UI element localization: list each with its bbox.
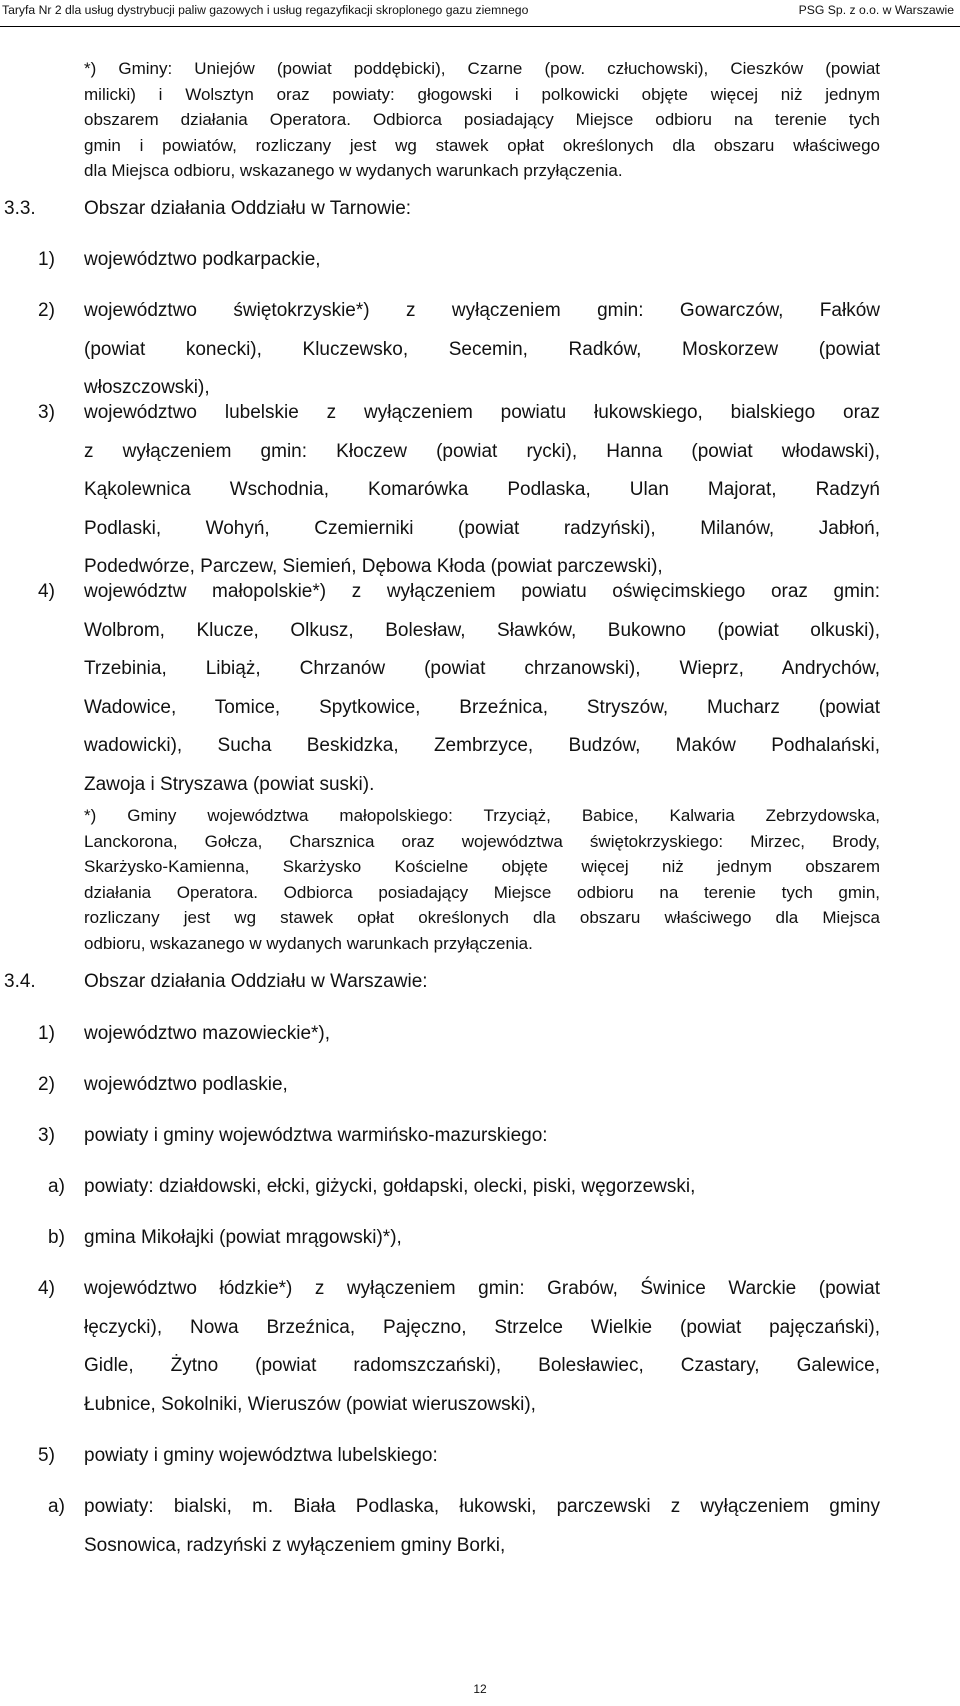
list-item [84,1117,880,1156]
list-marker: a) [48,1176,65,1197]
note-line: działania Operatora. Odbiorca posiadający Miejsce odbioru na terenie tych gmin, [84,882,880,902]
item-line: Trzebinia, Libiąż, Chrzanów (powiat chrzanowski), Wieprz, Andrychów, [84,658,880,679]
item-line: Podedwórze, Parczew, Siemień, Dębowa Kłoda (powiat parczewski), [84,556,663,577]
item-line: województwo podkarpackie, [84,249,321,270]
list-item [84,292,880,408]
list-marker: 3) [38,402,55,423]
list-item [84,573,880,804]
note-line: Lanckorona, Gołcza, Charsznica oraz województwa świętokrzyskiego: Mirzec, Brody, [84,831,880,851]
list-marker: 2) [38,300,55,321]
list-item [84,1219,880,1258]
page-number: 12 [473,1682,487,1696]
list-item [84,1015,880,1054]
top-footnote [84,56,880,184]
note-line: milicki) i Wolsztyn oraz powiaty: głogowski i polkowicki objęte więcej niż jednym [84,84,880,104]
section-title: Obszar działania Oddziału w Warszawie: [84,971,428,992]
item-line: województwo łódzkie*) z wyłączeniem gmin: Grabów, Świnice Warckie (powiat [84,1278,880,1299]
item-line: województw małopolskie*) z wyłączeniem powiatu oświęcimskiego oraz gmin: [84,581,880,602]
list-item [84,1168,880,1207]
list-marker: a) [48,1496,65,1517]
list-marker: 4) [38,581,55,602]
running-header [0,0,960,27]
list-marker: 4) [38,1278,55,1299]
note-line: gmin i powiatów, rozliczany jest wg stawek opłat określonych dla obszaru właściwego [84,135,880,155]
list-marker: 5) [38,1445,55,1466]
item-line: powiaty i gminy województwa warmińsko-mazurskiego: [84,1125,548,1146]
item-line: powiaty i gminy województwa lubelskiego: [84,1445,438,1466]
item-line: Łubnice, Sokolniki, Wieruszów (powiat wieruszowski), [84,1393,536,1415]
item-line: Wolbrom, Klucze, Olkusz, Bolesław, Sławków, Bukowno (powiat olkuski), [84,619,880,641]
list-item [84,1488,880,1565]
item-line: Gidle, Żytno (powiat radomszczański), Bolesławiec, Czastary, Galewice, [84,1355,880,1376]
list-item [84,1437,880,1476]
item-line: włoszczowski), [84,377,210,398]
list-item [84,1066,880,1105]
item-line: (powiat konecki), Kluczewsko, Secemin, Radków, Moskorzew (powiat [84,338,880,360]
section-number: 3.4. [4,971,36,992]
item-line: Wadowice, Tomice, Spytkowice, Brzeźnica, Stryszów, Mucharz (powiat [84,696,880,718]
item-line: Sosnowica, radzyński z wyłączeniem gminy Borki, [84,1534,506,1556]
note-line: dla Miejsca odbioru, wskazanego w wydanych warunkach przyłączenia. [84,161,623,180]
list-marker: 3) [38,1125,55,1146]
item-line: województwo podlaskie, [84,1074,288,1095]
item-line: gmina Mikołajki (powiat mrągowski)*), [84,1227,402,1248]
item-line: województwo lubelskie z wyłączeniem powiatu łukowskiego, bialskiego oraz [84,402,880,423]
section-title: Obszar działania Oddziału w Tarnowie: [84,198,412,219]
list-item [84,241,880,280]
note-line: Skarżysko-Kamienna, Skarżysko Kościelne objęte więcej niż jednym obszarem [84,857,880,876]
section-number: 3.3. [4,198,36,219]
note-line: odbioru, wskazanego w wydanych warunkach przyłączenia. [84,933,533,953]
list-marker: 1) [38,249,55,270]
section-footnote [84,803,880,956]
item-line: województwo świętokrzyskie*) z wyłączeniem gmin: Gowarczów, Fałków [84,300,880,321]
list-marker: b) [48,1227,65,1248]
item-line: powiaty: działdowski, ełcki, giżycki, gołdapski, olecki, piski, węgorzewski, [84,1176,696,1197]
item-line: łęczycki), Nowa Brzeźnica, Pajęczno, Strzelce Wielkie (powiat pajęczański), [84,1316,880,1338]
item-line: Zawoja i Stryszawa (powiat suski). [84,773,375,795]
item-line: województwo mazowieckie*), [84,1023,331,1044]
note-line: obszarem działania Operatora. Odbiorca posiadający Miejsce odbioru na terenie tych [84,110,880,129]
list-marker: 1) [38,1023,55,1044]
note-line: *) Gminy: Uniejów (powiat poddębicki), Czarne (pow. człuchowski), Cieszków (powiat [84,59,880,78]
item-line: z wyłączeniem gmin: Kłoczew (powiat rycki), Hanna (powiat włodawski), [84,440,880,462]
item-line: wadowicki), Sucha Beskidzka, Zembrzyce, Budzów, Maków Podhalański, [84,735,880,756]
item-line: powiaty: bialski, m. Biała Podlaska, łukowski, parczewski z wyłączeniem gminy [84,1496,880,1517]
item-line: Kąkolewnica Wschodnia, Komarówka Podlaska, Ulan Majorat, Radzyń [84,479,880,500]
list-item [84,1270,880,1424]
header-document-title: Taryfa Nr 2 dla usług dystrybucji paliw gazowych i usług regazyfikacji skroplonego gazu ziemnego [2,3,529,17]
note-line: *) Gminy województwa małopolskiego: Trzyciąż, Babice, Kalwaria Zebrzydowska, [84,806,880,825]
note-line: rozliczany jest wg stawek opłat określonych dla obszaru właściwego dla Miejsca [84,908,880,927]
item-line: Podlaski, Wohyń, Czemierniki (powiat radzyński), Milanów, Jabłoń, [84,517,880,539]
list-item [84,394,880,587]
list-marker: 2) [38,1074,55,1095]
header-company: PSG Sp. z o.o. w Warszawie [798,3,954,17]
